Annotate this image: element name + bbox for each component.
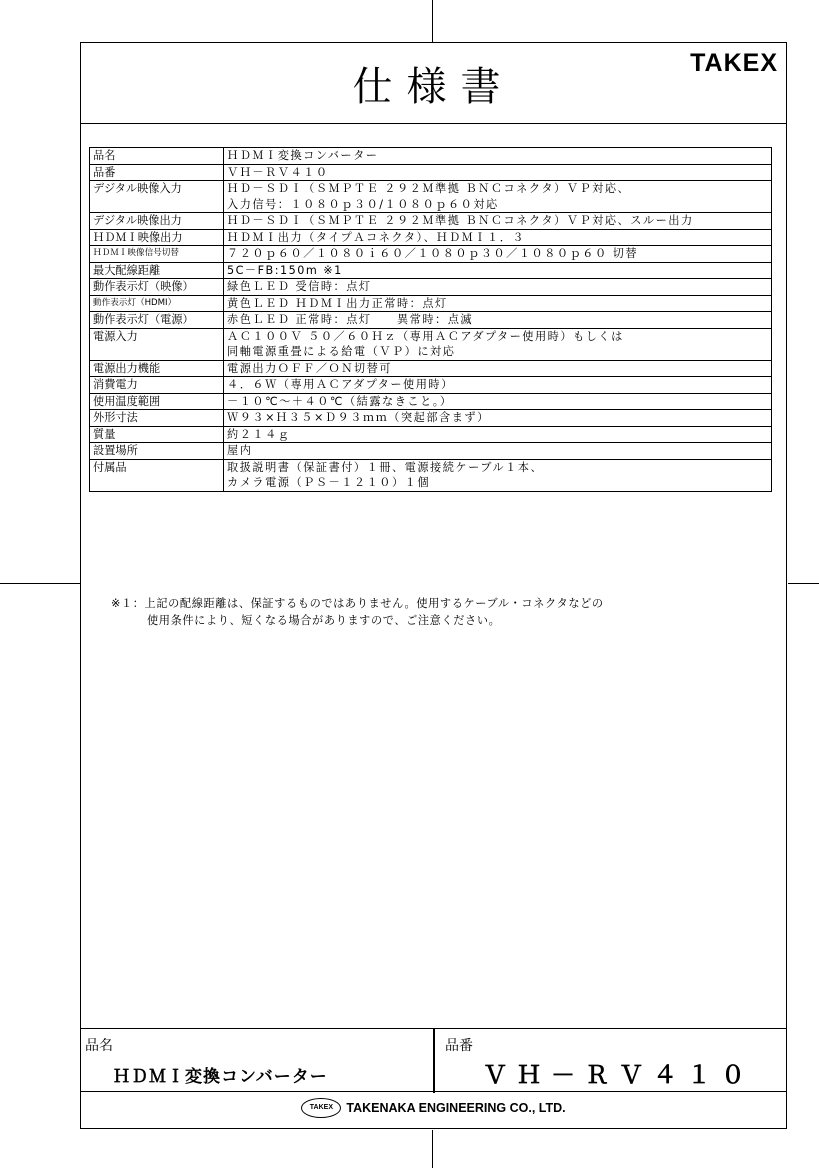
spec-value — [224, 377, 772, 394]
spec-value — [224, 328, 772, 360]
spec-row — [90, 410, 772, 427]
spec-table — [89, 147, 772, 492]
spec-row — [90, 426, 772, 443]
spec-value-line: カメラ電源（ＰＳ－１２１０）１個 — [227, 476, 431, 489]
crop-mark-left — [0, 583, 80, 584]
spec-value — [224, 213, 772, 230]
spec-value — [224, 262, 772, 279]
footer-divider — [433, 1029, 435, 1093]
footer-name-label: 品名 — [85, 1038, 113, 1054]
spec-value-line: 電源出力ＯＦＦ／ＯＮ切替可 — [227, 361, 392, 375]
crop-mark-bottom — [432, 1130, 433, 1168]
spec-value — [224, 181, 772, 213]
spec-key: 品名 — [90, 148, 224, 165]
spec-value-line: ＨＤＭＩ変換コンバーター — [227, 149, 379, 162]
spec-value — [224, 459, 772, 491]
brand-logo: TAKEX — [690, 49, 778, 77]
spec-key: 動作表示灯（映像） — [90, 279, 224, 296]
spec-row — [90, 148, 772, 165]
spec-value-line: 屋内 — [227, 444, 253, 457]
spec-row — [90, 295, 772, 312]
spec-key: 使用温度範囲 — [90, 393, 224, 410]
footnote-line-1: ※１：上記の配線距離は、保証するものではありません。使用するケーブル・コネクタなどの — [111, 597, 604, 610]
spec-sheet — [80, 42, 787, 1129]
spec-row — [90, 164, 772, 181]
spec-key: デジタル映像出力 — [90, 213, 224, 230]
spec-key: 消費電力 — [90, 377, 224, 394]
spec-value — [224, 148, 772, 165]
spec-value — [224, 312, 772, 329]
spec-value-line: 緑色ＬＥＤ 受信時：点灯 — [227, 280, 372, 293]
spec-value-line: ４．６Ｗ（専用ＡＣアダプター使用時） — [227, 378, 454, 391]
spec-key: 外形寸法 — [90, 410, 224, 427]
spec-key: 動作表示灯（電源） — [90, 312, 224, 329]
spec-key: デジタル映像入力 — [90, 181, 224, 213]
spec-value-line: ＶＨ－ＲＶ４１０ — [227, 165, 329, 179]
sheet-footer — [81, 1028, 786, 1128]
spec-key: ＨＤＭＩ映像信号切替 — [90, 246, 224, 263]
spec-value-line: ＨＤＭＩ出力（タイプＡコネクタ）、ＨＤＭＩ１．３ — [227, 230, 526, 244]
company-logo: TAKEX — [301, 1098, 341, 1118]
spec-value — [224, 360, 772, 377]
document-title: 仕様書 — [352, 64, 515, 110]
spec-value-line: 取扱説明書（保証書付）１冊、電源接続ケーブル１本、 — [227, 460, 544, 474]
spec-key: ＨＤＭＩ映像出力 — [90, 229, 224, 246]
spec-value-line: 入力信号：１０８０ｐ３０/１０８０ｐ６０対応 — [227, 197, 499, 211]
spec-value-line: ＡＣ１００Ｖ ５０／６０Ｈｚ（専用ＡＣアダプター使用時）もしくは — [227, 329, 624, 343]
spec-value-line: ＨＤ－ＳＤＩ（ＳＭＰＴＥ ２９２Ｍ準拠 ＢＮＣコネクタ）ＶＰ対応、スルー出力 — [227, 214, 694, 227]
spec-row — [90, 328, 772, 360]
footer-product-name: ＨＤＭＩ変換コンバーター — [113, 1067, 328, 1087]
spec-row — [90, 360, 772, 377]
footnote-line-2: 使用条件により、短くなる場合がありますので、ご注意ください。 — [147, 614, 501, 627]
spec-value-line: 5C－FB:150m ※1 — [227, 263, 343, 277]
spec-row — [90, 312, 772, 329]
spec-value-line: 黄色ＬＥＤ ＨＤＭＩ出力正常時：点灯 — [227, 296, 448, 310]
spec-value — [224, 246, 772, 263]
footer-title-block — [81, 1028, 786, 1092]
crop-mark-top — [432, 0, 433, 42]
spec-key: 動作表示灯（HDMI） — [90, 295, 224, 312]
spec-key: 最大配線距離 — [90, 262, 224, 279]
spec-row — [90, 181, 772, 213]
company-line — [81, 1098, 786, 1118]
spec-value-line: －１０℃～＋４０℃（結露なきこと。） — [227, 394, 453, 408]
spec-value — [224, 229, 772, 246]
footnote — [111, 595, 604, 629]
spec-row — [90, 246, 772, 263]
sheet-header — [81, 43, 786, 124]
spec-row — [90, 443, 772, 460]
spec-row — [90, 213, 772, 230]
spec-key: 電源入力 — [90, 328, 224, 360]
company-name: TAKENAKA ENGINEERING CO., LTD. — [346, 1101, 566, 1115]
spec-value — [224, 295, 772, 312]
spec-value-line: Ｗ９３×Ｈ３５×Ｄ９３ｍｍ（突起部含まず） — [227, 411, 490, 424]
crop-mark-right — [788, 583, 819, 584]
spec-value-line: 同軸電源重畳による給電（ＶＰ）に対応 — [227, 345, 456, 358]
spec-value-line: ＨＤ－ＳＤＩ（ＳＭＰＴＥ ２９２Ｍ準拠 ＢＮＣコネクタ）ＶＰ対応、 — [227, 182, 631, 195]
spec-key: 電源出力機能 — [90, 360, 224, 377]
spec-row — [90, 393, 772, 410]
spec-value-line: ７２０ｐ６０／１０８０ｉ６０／１０８０ｐ３０／１０８０ｐ６０ 切替 — [227, 247, 639, 260]
spec-key: 設置場所 — [90, 443, 224, 460]
spec-value-line: 赤色ＬＥＤ 正常時：点灯 異常時：点滅 — [227, 313, 474, 326]
spec-key: 質量 — [90, 426, 224, 443]
spec-key: 品番 — [90, 164, 224, 181]
spec-row — [90, 262, 772, 279]
spec-value — [224, 279, 772, 296]
footer-product-number: ＶＨ－ＲＶ４１０ — [483, 1061, 755, 1089]
spec-row — [90, 279, 772, 296]
spec-key: 付属品 — [90, 459, 224, 491]
spec-value — [224, 410, 772, 427]
spec-row — [90, 459, 772, 491]
spec-value — [224, 443, 772, 460]
spec-row — [90, 377, 772, 394]
spec-value — [224, 426, 772, 443]
spec-row — [90, 229, 772, 246]
footer-number-label: 品番 — [445, 1038, 473, 1054]
spec-value — [224, 393, 772, 410]
spec-value — [224, 164, 772, 181]
spec-value-line: 約２１４ｇ — [227, 427, 291, 441]
